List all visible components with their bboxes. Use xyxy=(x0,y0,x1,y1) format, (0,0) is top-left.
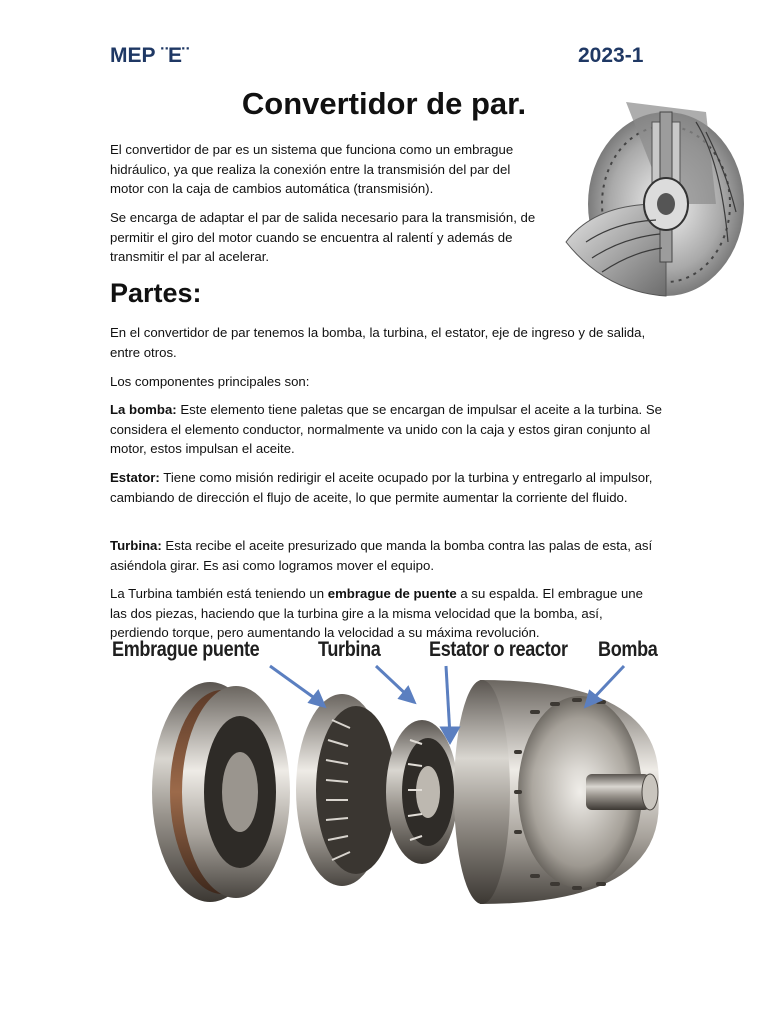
component-description: Esta recibe el aceite presurizado que manda la bomba contra las palas de esta, así asiéndola girar. Es asi como logramos mover el equipo. xyxy=(110,538,653,573)
course-code: MEP ¨E¨ xyxy=(110,44,189,67)
section-title-partes: Partes: xyxy=(110,278,202,308)
closing-bold-term: embrague de puente xyxy=(327,586,457,601)
semester: 2023-1 xyxy=(578,44,644,67)
intro-paragraph-1: El convertidor de par es un sistema que funciona como un embrague hidráulico, ya que realiza la conexión entre la transmisión del par del motor con la caja de cambios automática (transmisión). xyxy=(110,142,514,196)
label-turbina: Turbina xyxy=(318,638,381,661)
label-bomba: Bomba xyxy=(598,638,658,661)
component-name: Estator: xyxy=(110,470,160,485)
label-estator: Estator o reactor xyxy=(429,638,568,661)
closing-text-after: a su espalda. El embrague une las dos piezas, haciendo que la turbina gire a la misma velocidad que la bomba, así, perdiendo torque, pero aumentando la velocidad a su máxima revolución. xyxy=(110,586,643,640)
exploded-converter-image xyxy=(110,640,662,940)
label-embrague-puente: Embrague puente xyxy=(112,638,260,661)
parts-intro-paragraph: En el convertidor de par tenemos la bomba, la turbina, el estator, eje de ingreso y de salida, entre otros. xyxy=(110,325,646,360)
intro-paragraph-2: Se encarga de adaptar el par de salida necesario para la transmisión, de permitir el giro del motor cuando se encuentra al ralentí y además de transmitir el par al acelerar. xyxy=(110,210,536,264)
component-description: Tiene como misión redirigir el aceite ocupado por la turbina y entregarlo al impulsor, cambiando de dirección el flujo de aceite, lo que permite aumentar la corriente del fluido. xyxy=(110,470,653,505)
closing-text-before: La Turbina también está teniendo un xyxy=(110,586,328,601)
converter-cutaway-image xyxy=(556,92,752,308)
component-name: La bomba: xyxy=(110,402,177,417)
component-description: Este elemento tiene paletas que se encargan de impulsar el aceite a la turbina. Se considera el elemento conductor, normalmente va unido con la caja y estos giran conjunto al motor, estos impulsan el aceite. xyxy=(110,402,662,456)
page-title: Convertidor de par. xyxy=(241,86,527,121)
component-estator xyxy=(110,468,662,507)
component-name: Turbina: xyxy=(110,538,162,553)
components-label: Los componentes principales son: xyxy=(110,374,310,389)
component-turbina xyxy=(110,536,662,575)
closing-paragraph xyxy=(110,584,662,643)
component-bomba xyxy=(110,400,662,459)
